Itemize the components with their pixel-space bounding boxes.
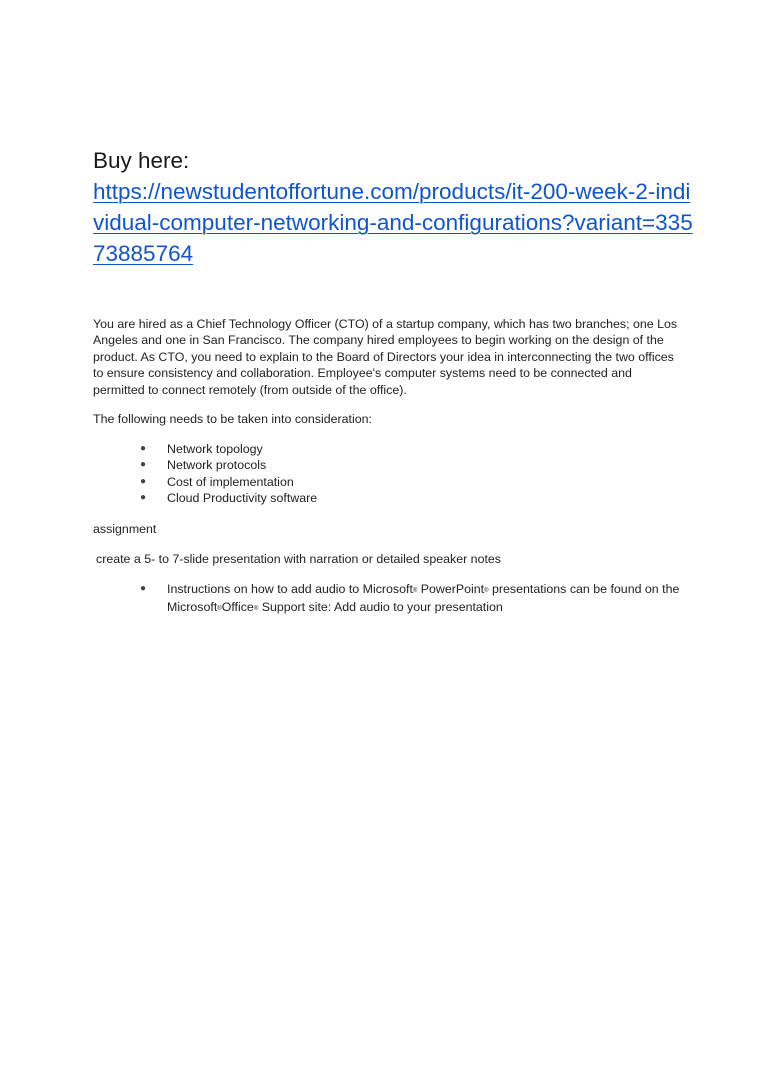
- list-item-text: Network topology: [167, 442, 263, 456]
- bullet-icon: ●: [140, 492, 147, 504]
- list-item-text: Cost of implementation: [167, 474, 294, 489]
- instruction-text: [167, 582, 679, 614]
- bullet-icon: ●: [140, 583, 147, 594]
- registered-mark: ®: [484, 588, 489, 594]
- considerations-list: [140, 441, 680, 507]
- registered-mark: ®: [412, 588, 418, 594]
- instruction-part: Instructions on how to add audio to Microsoft: [167, 582, 413, 596]
- instruction-part: Office: [221, 600, 254, 615]
- list-item: [140, 490, 680, 506]
- instruction-part: PowerPoint: [417, 582, 485, 596]
- instruction-part: Support site: Add audio to your presentation: [258, 600, 503, 615]
- assignment-label: assignment: [93, 522, 157, 536]
- consideration-intro: The following needs to be taken into consideration:: [93, 412, 372, 426]
- list-item: [140, 441, 680, 457]
- list-item: [140, 474, 680, 490]
- bullet-icon: ●: [140, 459, 147, 471]
- registered-mark: ®: [253, 606, 259, 613]
- create-instruction: create a 5- to 7-slide presentation with narration or detailed speaker notes: [96, 552, 501, 566]
- bullet-icon: ●: [140, 443, 147, 454]
- bullet-icon: ●: [140, 475, 147, 487]
- registered-mark: ®: [217, 606, 222, 613]
- buy-here-label: Buy here:: [93, 148, 190, 173]
- instructions-list: [140, 581, 680, 618]
- list-item: [140, 581, 680, 618]
- list-item-text: Network protocols: [167, 458, 267, 473]
- instruction-part: presentations can be found on the Microsoft: [167, 582, 680, 615]
- list-item-text: Cloud Productivity software: [167, 491, 318, 506]
- product-link[interactable]: https://newstudentoffortune.com/products/it-200-week-2-individual-computer-networking-and-configurations?variant=33573885764: [93, 179, 693, 266]
- list-item: [140, 457, 680, 473]
- intro-paragraph: You are hired as a Chief Technology Officer (CTO) of a startup company, which has two branches; one Los Angeles and one in San Francisco. The company hired employees to begin working on the design of the product. As CTO, you need to explain to the Board of Directors your idea in interconnecting the two offices to ensure consistency and collaboration. Employee's computer systems need to be connected and permitted to connect remotely (from outside of the office).: [93, 317, 678, 397]
- buy-heading: [93, 145, 693, 269]
